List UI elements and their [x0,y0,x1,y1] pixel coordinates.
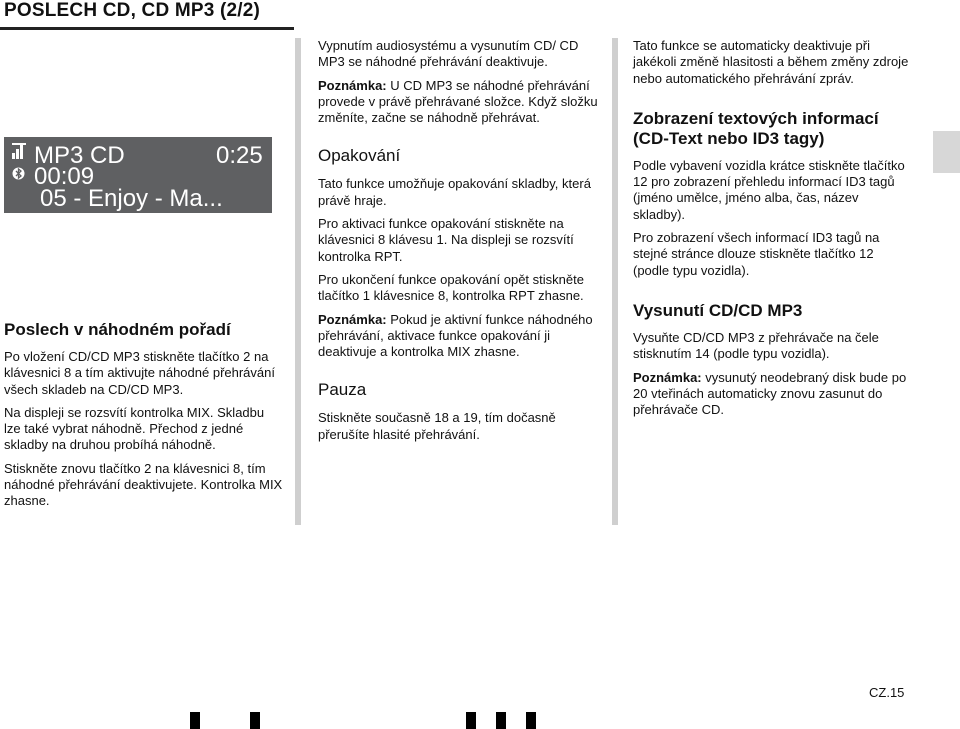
paragraph: Stiskněte současně 18 a 19, tím dočasně přerušíte hlasité přehrávání. [318,410,556,442]
paragraph: Pro aktivaci funkce opakování stiskněte na klávesnici 8 klávesu 1. Na displeji se rozsvítí kontrolka RPT. [318,216,574,264]
crop-mark [466,712,476,729]
crop-mark [496,712,506,729]
heading-random-play: Poslech v náhodném pořadí [4,320,231,339]
note-label: Poznámka: [633,369,702,385]
note-label: Poznámka: [318,77,387,93]
right-column [633,38,913,425]
display-time: 0:25 [216,142,263,169]
heading-repeat: Opakování [318,146,401,166]
heading-cd-text: Zobrazení textových informací (CD-Text nebo ID3 tagy) [633,108,879,148]
paragraph: Podle vybavení vozidla krátce stiskněte tlačítko 12 pro zobrazení přehledu informací ID3 tagů (jméno umělce, jméno alba, čas, název skladby). [633,157,905,222]
display-track: 05 - Enjoy - Ma... [40,185,223,212]
paragraph: Tato funkce se automaticky deaktivuje při jakékoli změně hlasitosti a během změny zdroje nebo automatického přehrávání zpráv. [633,38,909,86]
note [318,78,598,127]
column-divider-right [612,38,618,525]
bluetooth-icon [12,167,25,185]
paragraph: Vysuňte CD/CD MP3 z přehrávače na čele stisknutím 14 (podle typu vozidla). [633,329,879,362]
paragraph: Pro zobrazení všech informací ID3 tagů na stejné stránce dlouze stiskněte tlačítko 12 (podle typu vozidla). [633,230,880,278]
note [633,370,913,419]
radio-display [4,137,272,213]
crop-mark [526,712,536,729]
heading-pause: Pauza [318,380,367,400]
note-label: Poznámka: [318,311,387,327]
title-underline [0,27,294,30]
paragraph: Tato funkce umožňuje opakování skladby, která právě hraje. [318,176,591,208]
display-elapsed: 00:09 [34,163,95,190]
note-text: Pokud je aktivní funkce náhodného přehrávání, aktivace funkce opakování ji deaktivuje a kontrolka MIX zhasne. [318,311,593,360]
paragraph: Stiskněte znovu tlačítko 2 na klávesnici 8, tím náhodné přehrávání deaktivujete. Kontrolka MIX zhasne. [4,460,283,509]
paragraph: Vypnutím audiosystému a vysunutím CD/ CD MP3 se náhodné přehrávání deaktivuje. [318,38,579,70]
middle-column [318,38,598,450]
note-text: vysunutý neodebraný disk bude po 20 vteřinách automaticky znovu zasunut do přehrávače CD. [633,369,907,418]
page-title: POSLECH CD, CD MP3 (2/2) [4,0,261,21]
signal-icon [12,143,26,164]
paragraph: Po vložení CD/CD MP3 stiskněte tlačítko 2 na klávesnici 8 a tím aktivujte náhodné přehrávání všech skladeb na CD/CD MP3. [4,349,275,397]
note-text: U CD MP3 se náhodné přehrávání provede v právě přehrávané složce. Když složku změníte, začne se náhodně přehrávat. [318,77,598,126]
section-tab [933,131,960,173]
paragraph: Pro ukončení funkce opakování opět stiskněte tlačítko 1 klávesnice 8, kontrolka RPT zhasne. [318,271,584,304]
heading-eject: Vysunutí CD/CD MP3 [633,300,803,320]
crop-mark [190,712,200,729]
paragraph: Na displeji se rozsvítí kontrolka MIX. Skladbu lze také vybrat náhodně. Přechod z jedné skladby na druhou probíhá náhodně. [4,404,265,453]
note [318,312,598,361]
page-number: CZ.15 [869,685,905,700]
crop-mark [250,712,260,729]
display-source: MP3 CD [34,142,125,169]
left-column [4,320,284,517]
column-divider-middle [295,38,301,525]
